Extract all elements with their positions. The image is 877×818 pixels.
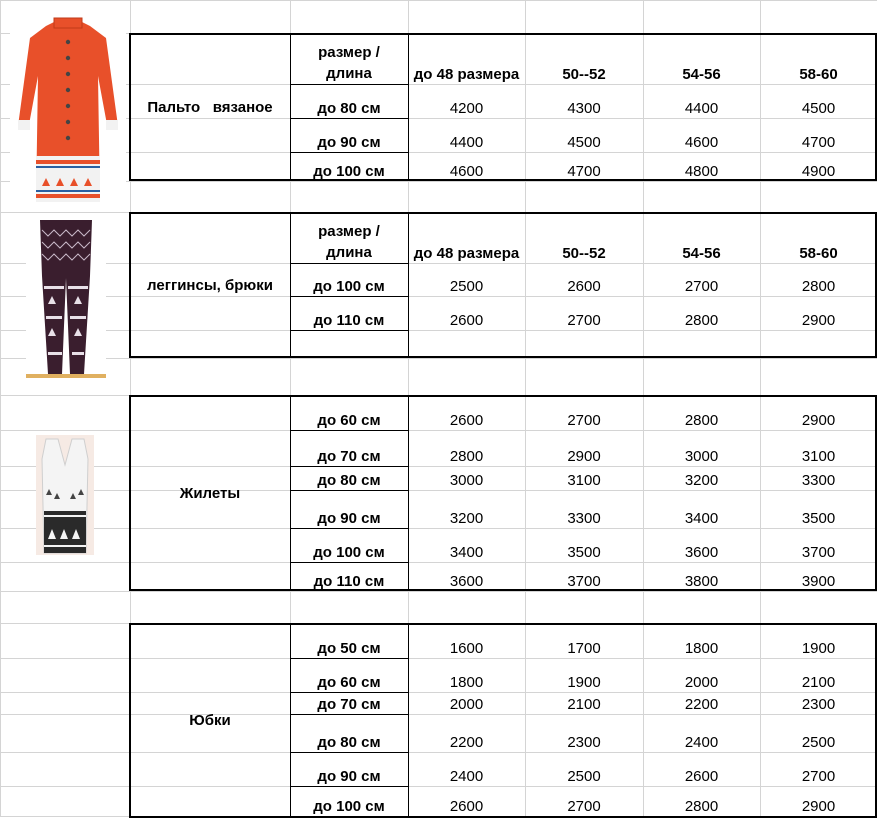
price-cell: 4300 (567, 100, 601, 117)
price-cell: 2200 (449, 734, 484, 751)
length-cell: до 60 см (317, 412, 381, 429)
price-cell: 2800 (684, 798, 719, 815)
length-cell: до 110 см (313, 573, 385, 590)
price-cell: 2100 (567, 696, 601, 713)
grid-line-horizontal (0, 0, 877, 1)
size-length-header (290, 33, 408, 84)
price-cell: 3000 (449, 472, 484, 489)
size-column-header: 58-60 (799, 66, 838, 83)
price-cell: 2500 (567, 768, 601, 785)
price-cell: 2900 (567, 448, 601, 465)
price-cell: 2100 (801, 674, 836, 691)
category-label: леггинсы, брюки (147, 276, 273, 294)
header-line: длина (326, 244, 372, 261)
size-length-header (290, 212, 408, 263)
price-cell: 3300 (801, 472, 836, 489)
price-cell: 4400 (684, 100, 719, 117)
price-cell: 3600 (684, 544, 719, 561)
price-cell: 1900 (801, 640, 836, 657)
price-cell: 4900 (801, 163, 836, 180)
length-cell: до 80 см (317, 734, 381, 751)
price-cell: 4400 (449, 134, 484, 151)
size-column-header: 54-56 (682, 66, 721, 83)
length-cell: до 90 см (317, 134, 381, 151)
price-cell: 1600 (449, 640, 484, 657)
price-cell: 3200 (449, 510, 484, 527)
price-cell: 2000 (449, 696, 484, 713)
price-cell: 2600 (684, 768, 719, 785)
price-cell: 2600 (449, 798, 484, 815)
price-cell: 2900 (801, 312, 836, 329)
grid-line-horizontal (0, 358, 877, 359)
price-cell: 1800 (449, 674, 484, 691)
price-cell: 2300 (801, 696, 836, 713)
size-column-header: 50--52 (562, 66, 606, 83)
category-label: Пальто вязаное (147, 98, 273, 116)
price-cell: 3800 (684, 573, 719, 590)
price-cell: 3400 (684, 510, 719, 527)
price-cell: 3400 (449, 544, 484, 561)
price-cell: 3100 (567, 472, 601, 489)
price-cell: 2200 (684, 696, 719, 713)
price-cell: 1900 (567, 674, 601, 691)
length-cell: до 70 см (317, 448, 381, 465)
category-label: Жилеты (179, 484, 241, 502)
price-cell: 2800 (801, 278, 836, 295)
price-cell: 2000 (684, 674, 719, 691)
length-cell: до 70 см (317, 696, 381, 713)
price-cell: 2800 (684, 312, 719, 329)
length-cell: до 80 см (317, 472, 381, 489)
price-cell: 2400 (684, 734, 719, 751)
length-cell: до 110 см (313, 312, 385, 329)
price-cell: 4700 (801, 134, 836, 151)
price-cell: 2700 (684, 278, 719, 295)
price-cell: 3000 (684, 448, 719, 465)
size-column-header: 58-60 (799, 245, 838, 262)
header-line: размер / (318, 223, 380, 240)
grid-line-horizontal (0, 591, 877, 592)
price-cell: 4600 (684, 134, 719, 151)
price-cell: 2800 (449, 448, 484, 465)
cell-border-horizontal (290, 330, 408, 331)
price-cell: 2800 (684, 412, 719, 429)
length-cell: до 90 см (317, 768, 381, 785)
category-label: Юбки (189, 712, 231, 729)
price-cell: 3900 (801, 573, 836, 590)
size-column-header: 54-56 (682, 245, 721, 262)
price-cell: 2700 (567, 312, 601, 329)
size-column-header: до 48 размера (413, 245, 520, 262)
price-cell: 2500 (449, 278, 484, 295)
size-column-header: до 48 размера (413, 66, 520, 83)
length-cell: до 60 см (317, 674, 381, 691)
size-column-header: 50--52 (562, 245, 606, 262)
price-cell: 3700 (801, 544, 836, 561)
price-cell: 4500 (801, 100, 836, 117)
price-cell: 2700 (567, 412, 601, 429)
price-cell: 3200 (684, 472, 719, 489)
grid-line-horizontal (0, 181, 877, 182)
price-cell: 2400 (449, 768, 484, 785)
price-cell: 2600 (449, 412, 484, 429)
price-cell: 2600 (449, 312, 484, 329)
price-cell: 3300 (567, 510, 601, 527)
length-cell: до 100 см (313, 544, 385, 561)
length-cell: до 100 см (313, 163, 385, 180)
price-cell: 2700 (801, 768, 836, 785)
price-cell: 1800 (684, 640, 719, 657)
price-cell: 2900 (801, 798, 836, 815)
vest-photo (36, 435, 94, 555)
grid-line-vertical (0, 0, 1, 816)
price-cell: 1700 (567, 640, 601, 657)
length-cell: до 50 см (317, 640, 381, 657)
coat-photo (10, 16, 126, 208)
price-cell: 4500 (567, 134, 601, 151)
price-cell: 4800 (684, 163, 719, 180)
header-line: размер / (318, 44, 380, 61)
price-cell: 3500 (567, 544, 601, 561)
price-cell: 4200 (449, 100, 484, 117)
length-cell: до 100 см (313, 278, 385, 295)
price-cell: 3600 (449, 573, 484, 590)
price-cell: 2500 (801, 734, 836, 751)
price-cell: 2700 (567, 798, 601, 815)
price-cell: 2900 (801, 412, 836, 429)
price-cell: 2300 (567, 734, 601, 751)
price-cell: 4600 (449, 163, 484, 180)
length-cell: до 90 см (317, 510, 381, 527)
price-cell: 3700 (567, 573, 601, 590)
price-cell: 2600 (567, 278, 601, 295)
length-cell: до 100 см (313, 798, 385, 815)
price-cell: 3100 (801, 448, 836, 465)
header-line: длина (326, 65, 372, 82)
leggings-photo (26, 216, 106, 378)
length-cell: до 80 см (317, 100, 381, 117)
price-cell: 3500 (801, 510, 836, 527)
price-cell: 4700 (567, 163, 601, 180)
